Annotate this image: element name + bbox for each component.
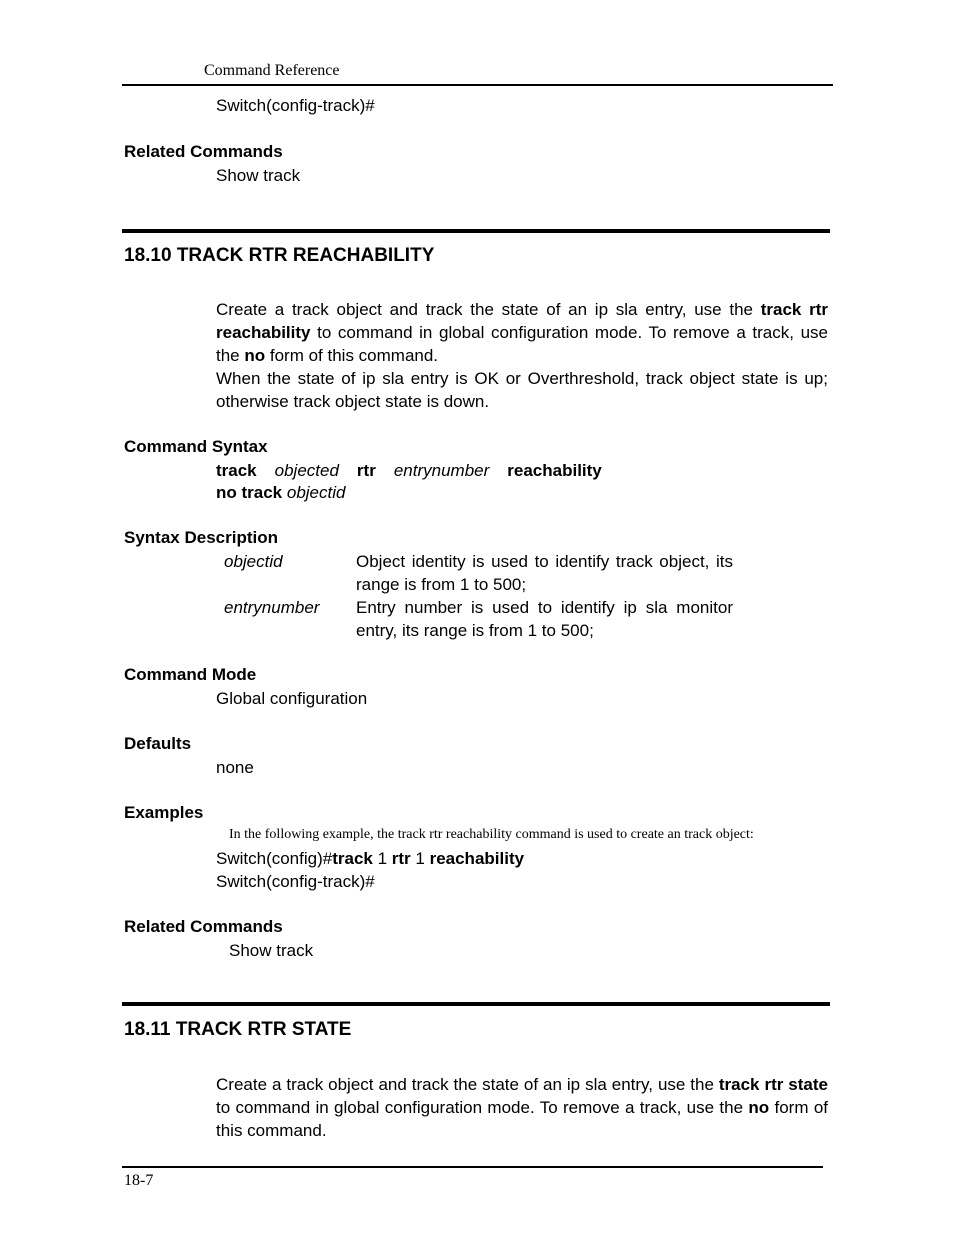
section-description: Create a track object and track the state of an ip sla entry, use the track rtr reachability to command in global configuration mode. To remove a track, use the no form of this command. (216, 300, 828, 365)
defaults-heading: Defaults (124, 734, 192, 753)
syntax-line-2: no track objectid (216, 483, 346, 502)
param-name: objectid (224, 552, 283, 571)
footer-rule (122, 1166, 823, 1168)
header-title: Command Reference (204, 62, 340, 79)
example-prompt: Switch(config-track)# (216, 872, 375, 891)
example-intro: In the following example, the track rtr reachability command is used to create an track object: (229, 827, 754, 842)
command-syntax-heading: Command Syntax (124, 437, 268, 456)
header-rule (122, 84, 833, 86)
section-rule (122, 229, 830, 233)
section-description-2: When the state of ip sla entry is OK or Overthreshold, track object state is up; otherwise track object state is down. (216, 369, 828, 411)
related-commands-heading: Related Commands (124, 917, 283, 936)
related-command-item: Show track (229, 941, 314, 960)
section-title: 18.10 TRACK RTR REACHABILITY (124, 245, 435, 266)
section-rule (122, 1002, 830, 1006)
examples-heading: Examples (124, 803, 204, 822)
syntax-line-1: track objected rtr entrynumber reachability (216, 461, 602, 480)
prompt-line: Switch(config-track)# (216, 96, 375, 115)
param-desc-line: range is from 1 to 500; (356, 575, 527, 594)
command-mode-heading: Command Mode (124, 665, 257, 684)
param-desc-line: Object identity is used to identify track object, its (356, 552, 733, 571)
related-command-item: Show track (216, 166, 301, 185)
command-mode-value: Global configuration (216, 689, 368, 708)
param-desc-line: entry, its range is from 1 to 500; (356, 621, 594, 640)
param-desc-line: Entry number is used to identify ip sla monitor (356, 598, 733, 617)
syntax-description-heading: Syntax Description (124, 528, 278, 547)
related-commands-heading: Related Commands (124, 142, 283, 161)
example-command: Switch(config)#track 1 rtr 1 reachability (216, 849, 525, 868)
section-title: 18.11 TRACK RTR STATE (124, 1019, 352, 1040)
param-name: entrynumber (224, 598, 320, 617)
defaults-value: none (216, 758, 254, 777)
page-number: 18-7 (124, 1172, 154, 1189)
section-description: Create a track object and track the state of an ip sla entry, use the track rtr state to command in global configuration mode. To remove a track, use the no form of this command. (216, 1075, 828, 1140)
